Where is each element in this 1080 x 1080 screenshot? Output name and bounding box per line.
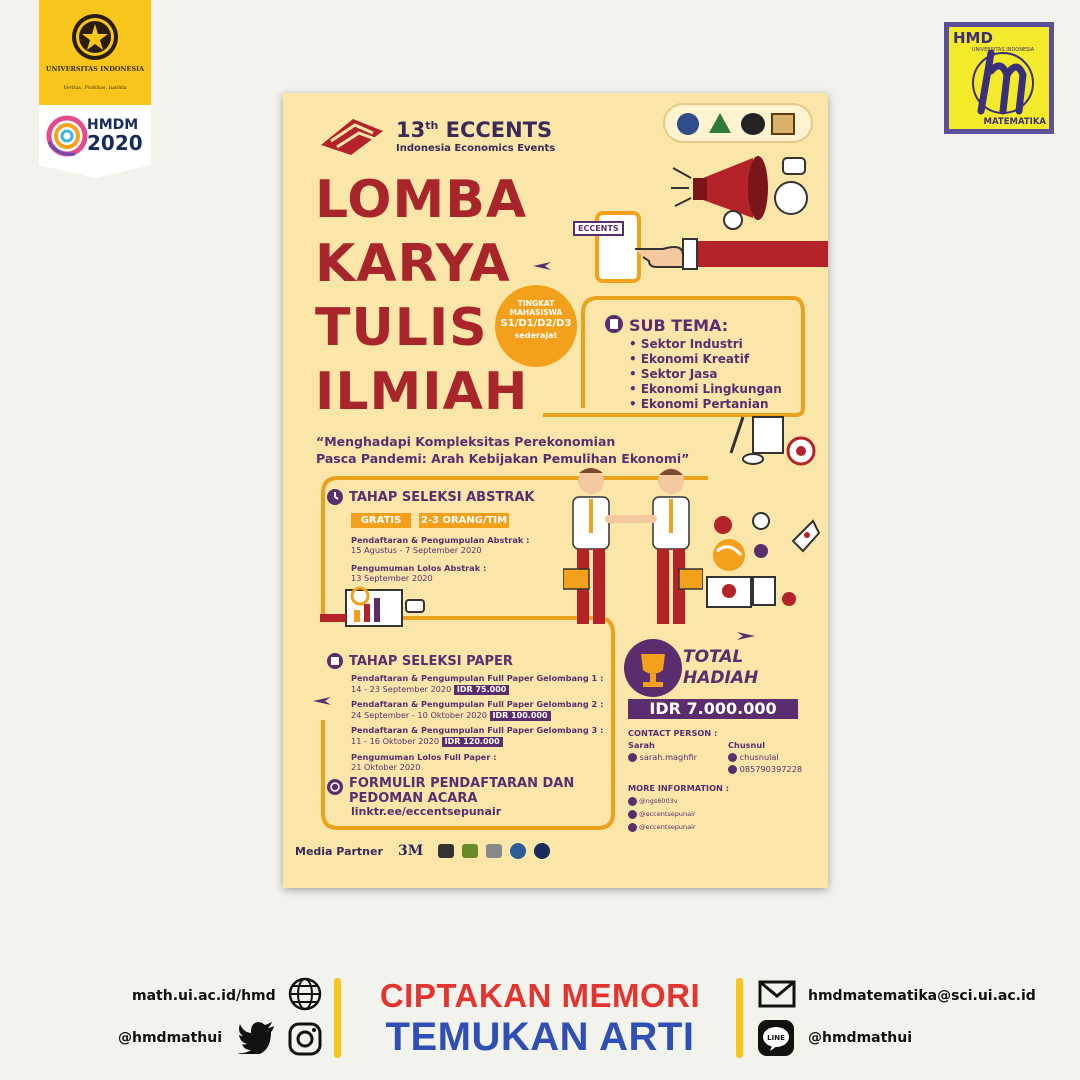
wave-2-fee: IDR 100.000 bbox=[490, 711, 551, 721]
wave-2-label: Pendaftaran & Pengumpulan Full Paper Gelombang 2 : bbox=[351, 699, 604, 709]
sub-tema-item: • Ekonomi Lingkungan bbox=[629, 382, 782, 396]
contact-2-line: chusnulal bbox=[728, 752, 779, 762]
economy-icons-illustration bbox=[703, 511, 823, 621]
line-small-icon bbox=[628, 797, 637, 806]
media-partner-logo-6 bbox=[534, 843, 550, 859]
airplane-icon bbox=[311, 693, 333, 709]
abstract-ann-date: 13 September 2020 bbox=[351, 573, 433, 583]
media-partner-logos bbox=[398, 841, 558, 861]
theme-quote-line-1: “Menghadapi Kompleksitas Perekonomian bbox=[316, 434, 616, 449]
sub-tema-item: • Sektor Jasa bbox=[629, 367, 718, 381]
svg-text:LINE: LINE bbox=[767, 1034, 785, 1042]
twitter-icon[interactable] bbox=[238, 1022, 276, 1054]
sub-tema-item: • Ekonomi Pertanian bbox=[629, 397, 769, 411]
clock-icon bbox=[327, 489, 343, 505]
paper-heading: TAHAP SELEKSI PAPER bbox=[349, 654, 513, 669]
eccents-edition-num: 13 bbox=[396, 118, 426, 142]
hmd-matematika-logo bbox=[944, 22, 1054, 134]
media-partner-logo-1: 3M bbox=[398, 843, 424, 859]
media-partner-logo-5 bbox=[510, 843, 526, 859]
contact-2-phone: 085790397228 bbox=[728, 764, 802, 774]
level-line-2: MAHASISWA bbox=[509, 308, 563, 317]
prize-title-line-1: TOTAL bbox=[683, 647, 744, 667]
phone-small-icon bbox=[728, 765, 737, 774]
wave-3-label: Pendaftaran & Pengumpulan Full Paper Gelombang 3 : bbox=[351, 725, 604, 735]
instagram-small-icon bbox=[628, 810, 637, 819]
sub-tema-item: • Sektor Industri bbox=[629, 337, 743, 351]
university-name: UNIVERSITAS INDONESIA bbox=[45, 65, 145, 73]
more-info-other: @eccentsepunair bbox=[628, 822, 696, 832]
contact-1: sarah.maghfir bbox=[628, 752, 697, 762]
media-partner-logo-2 bbox=[438, 844, 454, 858]
analytics-illustration bbox=[318, 586, 428, 631]
partner-logos bbox=[663, 103, 813, 143]
chip-free: GRATIS bbox=[351, 513, 411, 528]
chip-team: 2-3 ORANG/TIM bbox=[420, 515, 508, 526]
title-line-3: TULIS bbox=[315, 298, 488, 358]
globe-small-icon bbox=[327, 779, 343, 795]
line-small-icon bbox=[628, 753, 637, 762]
abstract-heading: TAHAP SELEKSI ABSTRAK bbox=[349, 490, 535, 505]
footer-website[interactable]: math.ui.ac.id/hmd bbox=[132, 988, 276, 1004]
title-line-2: KARYA bbox=[315, 234, 511, 294]
footer-handle-left[interactable]: @hmdmathui bbox=[118, 1030, 223, 1046]
prize-title bbox=[683, 647, 758, 689]
wave-3: 11 - 16 Oktober 2020 IDR 120.000 bbox=[351, 736, 503, 747]
hmd-ring-text: UNIVERSITAS INDONESIA bbox=[971, 47, 1035, 53]
abstract-reg-label: Pendaftaran & Pengumpulan Abstrak : bbox=[351, 535, 530, 545]
wave-1-fee: IDR 75.000 bbox=[454, 685, 509, 695]
wave-1-label: Pendaftaran & Pengumpulan Full Paper Gelombang 1 : bbox=[351, 673, 604, 683]
media-partner-logo-3 bbox=[462, 844, 478, 858]
level-line-4: sederajat bbox=[514, 331, 558, 340]
hmdm-year: 2020 bbox=[87, 131, 143, 155]
megaphone-illustration bbox=[663, 148, 828, 243]
partner-logo-1 bbox=[677, 113, 699, 135]
slogan-line-1: CIPTAKAN MEMORI bbox=[379, 977, 701, 1014]
handshake-illustration bbox=[563, 463, 703, 628]
title-line-4: ILMIAH bbox=[315, 362, 529, 422]
prize-amount: IDR 7.000.000 bbox=[628, 699, 798, 719]
title-line-1: LOMBA bbox=[315, 170, 528, 230]
form-heading-line-1: FORMULIR PENDAFTARAN DAN bbox=[349, 776, 575, 791]
contact-heading: CONTACT PERSON : bbox=[628, 728, 718, 738]
partner-logo-2 bbox=[707, 111, 733, 135]
globe-icon[interactable] bbox=[288, 977, 322, 1011]
airplane-icon bbox=[735, 628, 757, 644]
phone-eccents-label: ECCENTS bbox=[573, 221, 624, 236]
social-small-icon bbox=[628, 823, 637, 832]
eccents-logo-icon bbox=[317, 115, 387, 157]
document-icon bbox=[605, 315, 623, 333]
eccents-edition bbox=[396, 118, 552, 142]
more-info-line: @ngs6003v bbox=[628, 796, 678, 806]
partner-logo-4 bbox=[771, 113, 795, 135]
wave-2: 24 September - 10 Oktober 2020 IDR 100.000 bbox=[351, 710, 551, 721]
wave-1: 14 - 23 September 2020 IDR 75.000 bbox=[351, 684, 509, 695]
trophy-icon bbox=[623, 638, 683, 698]
sub-tema-heading: SUB TEMA: bbox=[629, 316, 729, 335]
line-icon[interactable] bbox=[758, 1020, 794, 1056]
footer-email[interactable]: hmdmatematika@sci.ui.ac.id bbox=[808, 988, 1036, 1004]
prize-title-line-2: HADIAH bbox=[683, 668, 759, 688]
footer-divider-left bbox=[334, 978, 341, 1058]
matematika-label: MATEMATIKA bbox=[983, 117, 1046, 127]
hmdm-swirl-logo bbox=[45, 112, 89, 160]
ui-badge-tail bbox=[39, 165, 151, 178]
hmd-mark-icon bbox=[963, 41, 1043, 121]
more-info-heading: MORE INFORMATION : bbox=[628, 783, 730, 793]
abstract-reg-dates: 15 Agustus - 7 September 2020 bbox=[351, 545, 482, 555]
paper-icon bbox=[327, 653, 343, 669]
hmd-label: HMD bbox=[953, 29, 993, 47]
slogan-line-2: TEMUKAN ARTI bbox=[385, 1015, 695, 1059]
ui-seal-logo bbox=[70, 12, 120, 62]
contact-2-name: Chusnul bbox=[728, 740, 766, 750]
media-partner-logo-4 bbox=[486, 844, 502, 858]
media-partner-label: Media Partner bbox=[295, 845, 383, 858]
level-line-3: S1/D1/D2/D3 bbox=[500, 318, 572, 329]
paper-ann-date: 21 Oktober 2020 bbox=[351, 762, 421, 772]
eccents-edition-suffix: th bbox=[425, 119, 439, 132]
instagram-icon[interactable] bbox=[288, 1022, 322, 1056]
wave-3-fee: IDR 120.000 bbox=[442, 737, 503, 747]
sub-tema-list bbox=[629, 337, 782, 412]
footer-divider-right bbox=[736, 978, 743, 1058]
paper-ann-label: Pengumuman Lolos Full Paper : bbox=[351, 752, 497, 762]
eccents-edition-name: ECCENTS bbox=[445, 118, 553, 142]
event-poster bbox=[283, 93, 828, 888]
line-small-icon bbox=[728, 753, 737, 762]
theme-quote-line-2: Pasca Pandemi: Arah Kebijakan Pemulihan Ekonomi” bbox=[316, 451, 690, 466]
sub-tema-item: • Ekonomi Kreatif bbox=[629, 352, 750, 366]
ui-hmdm-badge bbox=[39, 0, 151, 178]
abstract-ann-label: Pengumuman Lolos Abstrak : bbox=[351, 563, 487, 573]
contact-1-name: Sarah bbox=[628, 740, 655, 750]
university-motto: Veritas, Probitas, Iustitia bbox=[63, 85, 127, 91]
level-line-1: TINGKAT bbox=[517, 299, 555, 308]
partner-logo-3 bbox=[741, 113, 765, 135]
more-info-instagram: @eccentsepunair bbox=[628, 809, 696, 819]
footer-handle-right[interactable]: @hmdmathui bbox=[808, 1030, 913, 1046]
eccents-subtitle: Indonesia Economics Events bbox=[396, 143, 556, 154]
form-heading-line-2: PEDOMAN ACARA bbox=[349, 791, 478, 806]
mail-icon[interactable] bbox=[758, 980, 796, 1008]
form-link[interactable]: linktr.ee/eccentsepunair bbox=[351, 805, 502, 818]
form-heading bbox=[349, 776, 574, 806]
pointing-hand-illustration bbox=[633, 233, 828, 278]
hmdm-label: HMDM bbox=[87, 117, 139, 133]
airplane-icon bbox=[531, 258, 553, 274]
